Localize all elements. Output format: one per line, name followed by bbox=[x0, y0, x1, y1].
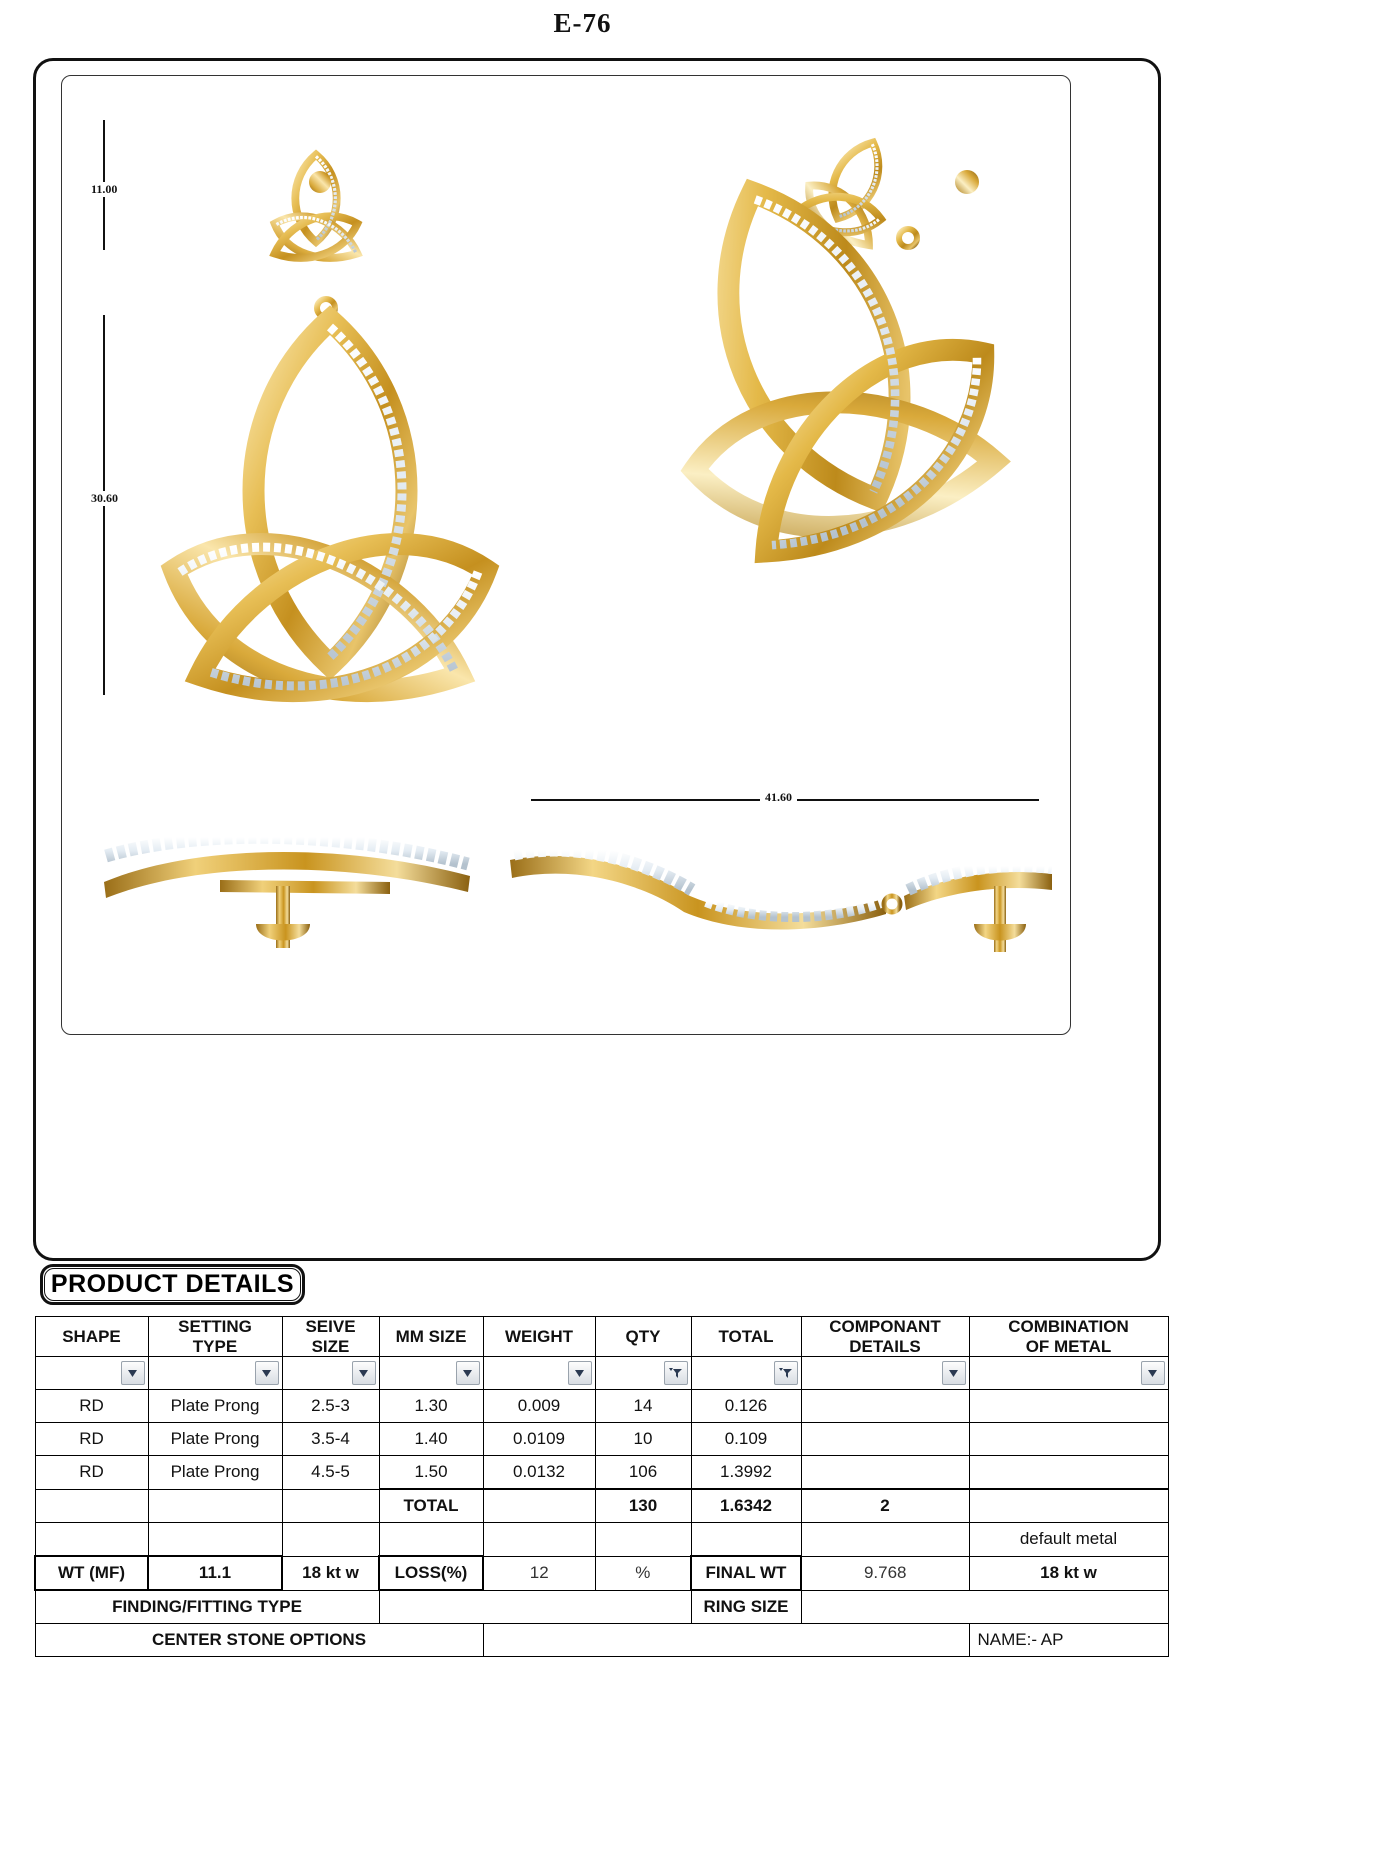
ring-size-value[interactable] bbox=[801, 1590, 1168, 1624]
filter-dropdown-weight-icon[interactable] bbox=[568, 1361, 592, 1385]
page-title: E-76 bbox=[553, 8, 612, 38]
product-details-label: PRODUCT DETAILS bbox=[40, 1264, 305, 1305]
cell-qty: 14 bbox=[595, 1390, 691, 1423]
cell-seive-size: 2.5-3 bbox=[282, 1390, 379, 1423]
designer-name: NAME:- AP bbox=[969, 1624, 1168, 1657]
header-setting-type bbox=[148, 1317, 282, 1357]
header-total bbox=[691, 1317, 801, 1357]
defaultmetal-blank-2 bbox=[148, 1523, 282, 1557]
ring-size-label: RING SIZE bbox=[691, 1590, 801, 1624]
wt-combination-of-metal: 18 kt w bbox=[969, 1556, 1168, 1590]
table-weight-row bbox=[35, 1556, 1168, 1590]
table-row bbox=[35, 1423, 1168, 1456]
filter-cell-weight[interactable] bbox=[483, 1357, 595, 1390]
header-qty bbox=[595, 1317, 691, 1357]
table-row bbox=[35, 1456, 1168, 1490]
defaultmetal-blank-8 bbox=[801, 1523, 969, 1557]
finding-fitting-type-label: FINDING/FITTING TYPE bbox=[35, 1590, 379, 1624]
table-header-row bbox=[35, 1317, 1168, 1357]
table-total-row bbox=[35, 1489, 1168, 1523]
defaultmetal-blank-1 bbox=[35, 1523, 148, 1557]
cell-weight: 0.0132 bbox=[483, 1456, 595, 1490]
table-finding-row bbox=[35, 1590, 1168, 1624]
cell-componant-details bbox=[801, 1390, 969, 1423]
percent-symbol: % bbox=[595, 1556, 691, 1590]
loss-percent-value: 12 bbox=[483, 1556, 595, 1590]
side-view-earring-left bbox=[90, 820, 510, 980]
product-details-table-wrap bbox=[34, 1316, 1167, 1657]
cell-shape: RD bbox=[35, 1456, 148, 1490]
filter-cell-componant-details[interactable] bbox=[801, 1357, 969, 1390]
total-row-setting-blank bbox=[148, 1489, 282, 1523]
filter-cell-mm-size[interactable] bbox=[379, 1357, 483, 1390]
filter-funnel-total-icon[interactable] bbox=[774, 1361, 798, 1385]
defaultmetal-blank-5 bbox=[483, 1523, 595, 1557]
cell-total: 1.3992 bbox=[691, 1456, 801, 1490]
cell-mm-size: 1.40 bbox=[379, 1423, 483, 1456]
header-componant-details bbox=[801, 1317, 969, 1357]
cell-seive-size: 3.5-4 bbox=[282, 1423, 379, 1456]
filter-cell-setting-type[interactable] bbox=[148, 1357, 282, 1390]
header-weight-line1: WEIGHT bbox=[505, 1326, 573, 1346]
wt-mf-label: WT (MF) bbox=[35, 1556, 148, 1590]
cell-combination-of-metal bbox=[969, 1390, 1168, 1423]
cell-shape: RD bbox=[35, 1423, 148, 1456]
cell-mm-size: 1.50 bbox=[379, 1456, 483, 1490]
total-row-seive-blank bbox=[282, 1489, 379, 1523]
cell-setting-type: Plate Prong bbox=[148, 1390, 282, 1423]
perspective-view-earring bbox=[555, 110, 1055, 640]
cell-weight: 0.0109 bbox=[483, 1423, 595, 1456]
header-combination-of-metal-line2: OF METAL bbox=[1025, 1336, 1112, 1356]
dimension-label-side-length: 41.60 bbox=[760, 790, 797, 805]
filter-dropdown-componant-details-icon[interactable] bbox=[942, 1361, 966, 1385]
total-row-label: TOTAL bbox=[379, 1489, 483, 1523]
cell-combination-of-metal bbox=[969, 1423, 1168, 1456]
total-row-weight-blank bbox=[483, 1489, 595, 1523]
header-componant-details-line2: DETAILS bbox=[849, 1336, 921, 1356]
header-combination-of-metal bbox=[969, 1317, 1168, 1357]
total-row-shape-blank bbox=[35, 1489, 148, 1523]
header-componant-details-line1: COMPONANT bbox=[829, 1317, 941, 1336]
wt-metal-value: 18 kt w bbox=[282, 1556, 379, 1590]
total-row-combination-of-metal bbox=[969, 1489, 1168, 1523]
filter-dropdown-mm-size-icon[interactable] bbox=[456, 1361, 480, 1385]
product-details-table bbox=[34, 1316, 1169, 1657]
cell-mm-size: 1.30 bbox=[379, 1390, 483, 1423]
header-setting-type-line2: TYPE bbox=[192, 1336, 238, 1356]
filter-cell-total[interactable] bbox=[691, 1357, 801, 1390]
filter-dropdown-setting-type-icon[interactable] bbox=[255, 1361, 279, 1385]
defaultmetal-blank-4 bbox=[379, 1523, 483, 1557]
cell-total: 0.126 bbox=[691, 1390, 801, 1423]
header-mm-size bbox=[379, 1317, 483, 1357]
total-row-total: 1.6342 bbox=[691, 1489, 801, 1523]
total-row-componant-details: 2 bbox=[801, 1489, 969, 1523]
cell-qty: 10 bbox=[595, 1423, 691, 1456]
side-view-earring-right bbox=[500, 820, 1070, 990]
dimension-label-drop: 30.60 bbox=[88, 491, 121, 506]
cell-componant-details bbox=[801, 1423, 969, 1456]
final-wt-value: 9.768 bbox=[801, 1556, 969, 1590]
defaultmetal-blank-7 bbox=[691, 1523, 801, 1557]
cell-combination-of-metal bbox=[969, 1456, 1168, 1490]
header-setting-type-line1: SETTING bbox=[178, 1317, 252, 1336]
header-combination-of-metal-line1: COMBINATION bbox=[1008, 1317, 1129, 1336]
defaultmetal-blank-3 bbox=[282, 1523, 379, 1557]
defaultmetal-blank-6 bbox=[595, 1523, 691, 1557]
cell-total: 0.109 bbox=[691, 1423, 801, 1456]
cell-setting-type: Plate Prong bbox=[148, 1456, 282, 1490]
center-stone-options-value[interactable] bbox=[483, 1624, 969, 1657]
total-row-qty: 130 bbox=[595, 1489, 691, 1523]
cell-qty: 106 bbox=[595, 1456, 691, 1490]
table-filter-row bbox=[35, 1357, 1168, 1390]
header-weight bbox=[483, 1317, 595, 1357]
cell-componant-details bbox=[801, 1456, 969, 1490]
cell-shape: RD bbox=[35, 1390, 148, 1423]
filter-dropdown-combination-of-metal-icon[interactable] bbox=[1141, 1361, 1165, 1385]
header-shape bbox=[35, 1317, 148, 1357]
center-stone-options-label: CENTER STONE OPTIONS bbox=[35, 1624, 483, 1657]
header-shape-line1: SHAPE bbox=[62, 1326, 121, 1346]
header-seive-size-line2: SIZE bbox=[311, 1336, 350, 1356]
filter-cell-qty[interactable] bbox=[595, 1357, 691, 1390]
filter-funnel-qty-icon[interactable] bbox=[664, 1361, 688, 1385]
cell-setting-type: Plate Prong bbox=[148, 1423, 282, 1456]
table-default-metal-row bbox=[35, 1523, 1168, 1557]
table-center-stone-row bbox=[35, 1624, 1168, 1657]
cell-seive-size: 4.5-5 bbox=[282, 1456, 379, 1490]
front-view-earring bbox=[140, 130, 560, 720]
filter-dropdown-shape-icon[interactable] bbox=[121, 1361, 145, 1385]
filter-cell-seive-size[interactable] bbox=[282, 1357, 379, 1390]
default-metal-value: default metal bbox=[969, 1523, 1168, 1557]
final-wt-label: FINAL WT bbox=[691, 1556, 801, 1590]
wt-mf-value: 11.1 bbox=[148, 1556, 282, 1590]
dimension-label-top-motif: 11.00 bbox=[88, 182, 120, 197]
header-seive-size bbox=[282, 1317, 379, 1357]
header-qty-line1: QTY bbox=[625, 1326, 661, 1346]
header-total-line1: TOTAL bbox=[718, 1326, 774, 1346]
cell-weight: 0.009 bbox=[483, 1390, 595, 1423]
filter-cell-combination-of-metal[interactable] bbox=[969, 1357, 1168, 1390]
filter-cell-shape[interactable] bbox=[35, 1357, 148, 1390]
loss-percent-label: LOSS(%) bbox=[379, 1556, 483, 1590]
header-mm-size-line1: MM SIZE bbox=[395, 1326, 467, 1346]
finding-fitting-type-value[interactable] bbox=[379, 1590, 691, 1624]
header-seive-size-line1: SEIVE bbox=[305, 1317, 356, 1336]
filter-dropdown-seive-size-icon[interactable] bbox=[352, 1361, 376, 1385]
table-row bbox=[35, 1390, 1168, 1423]
